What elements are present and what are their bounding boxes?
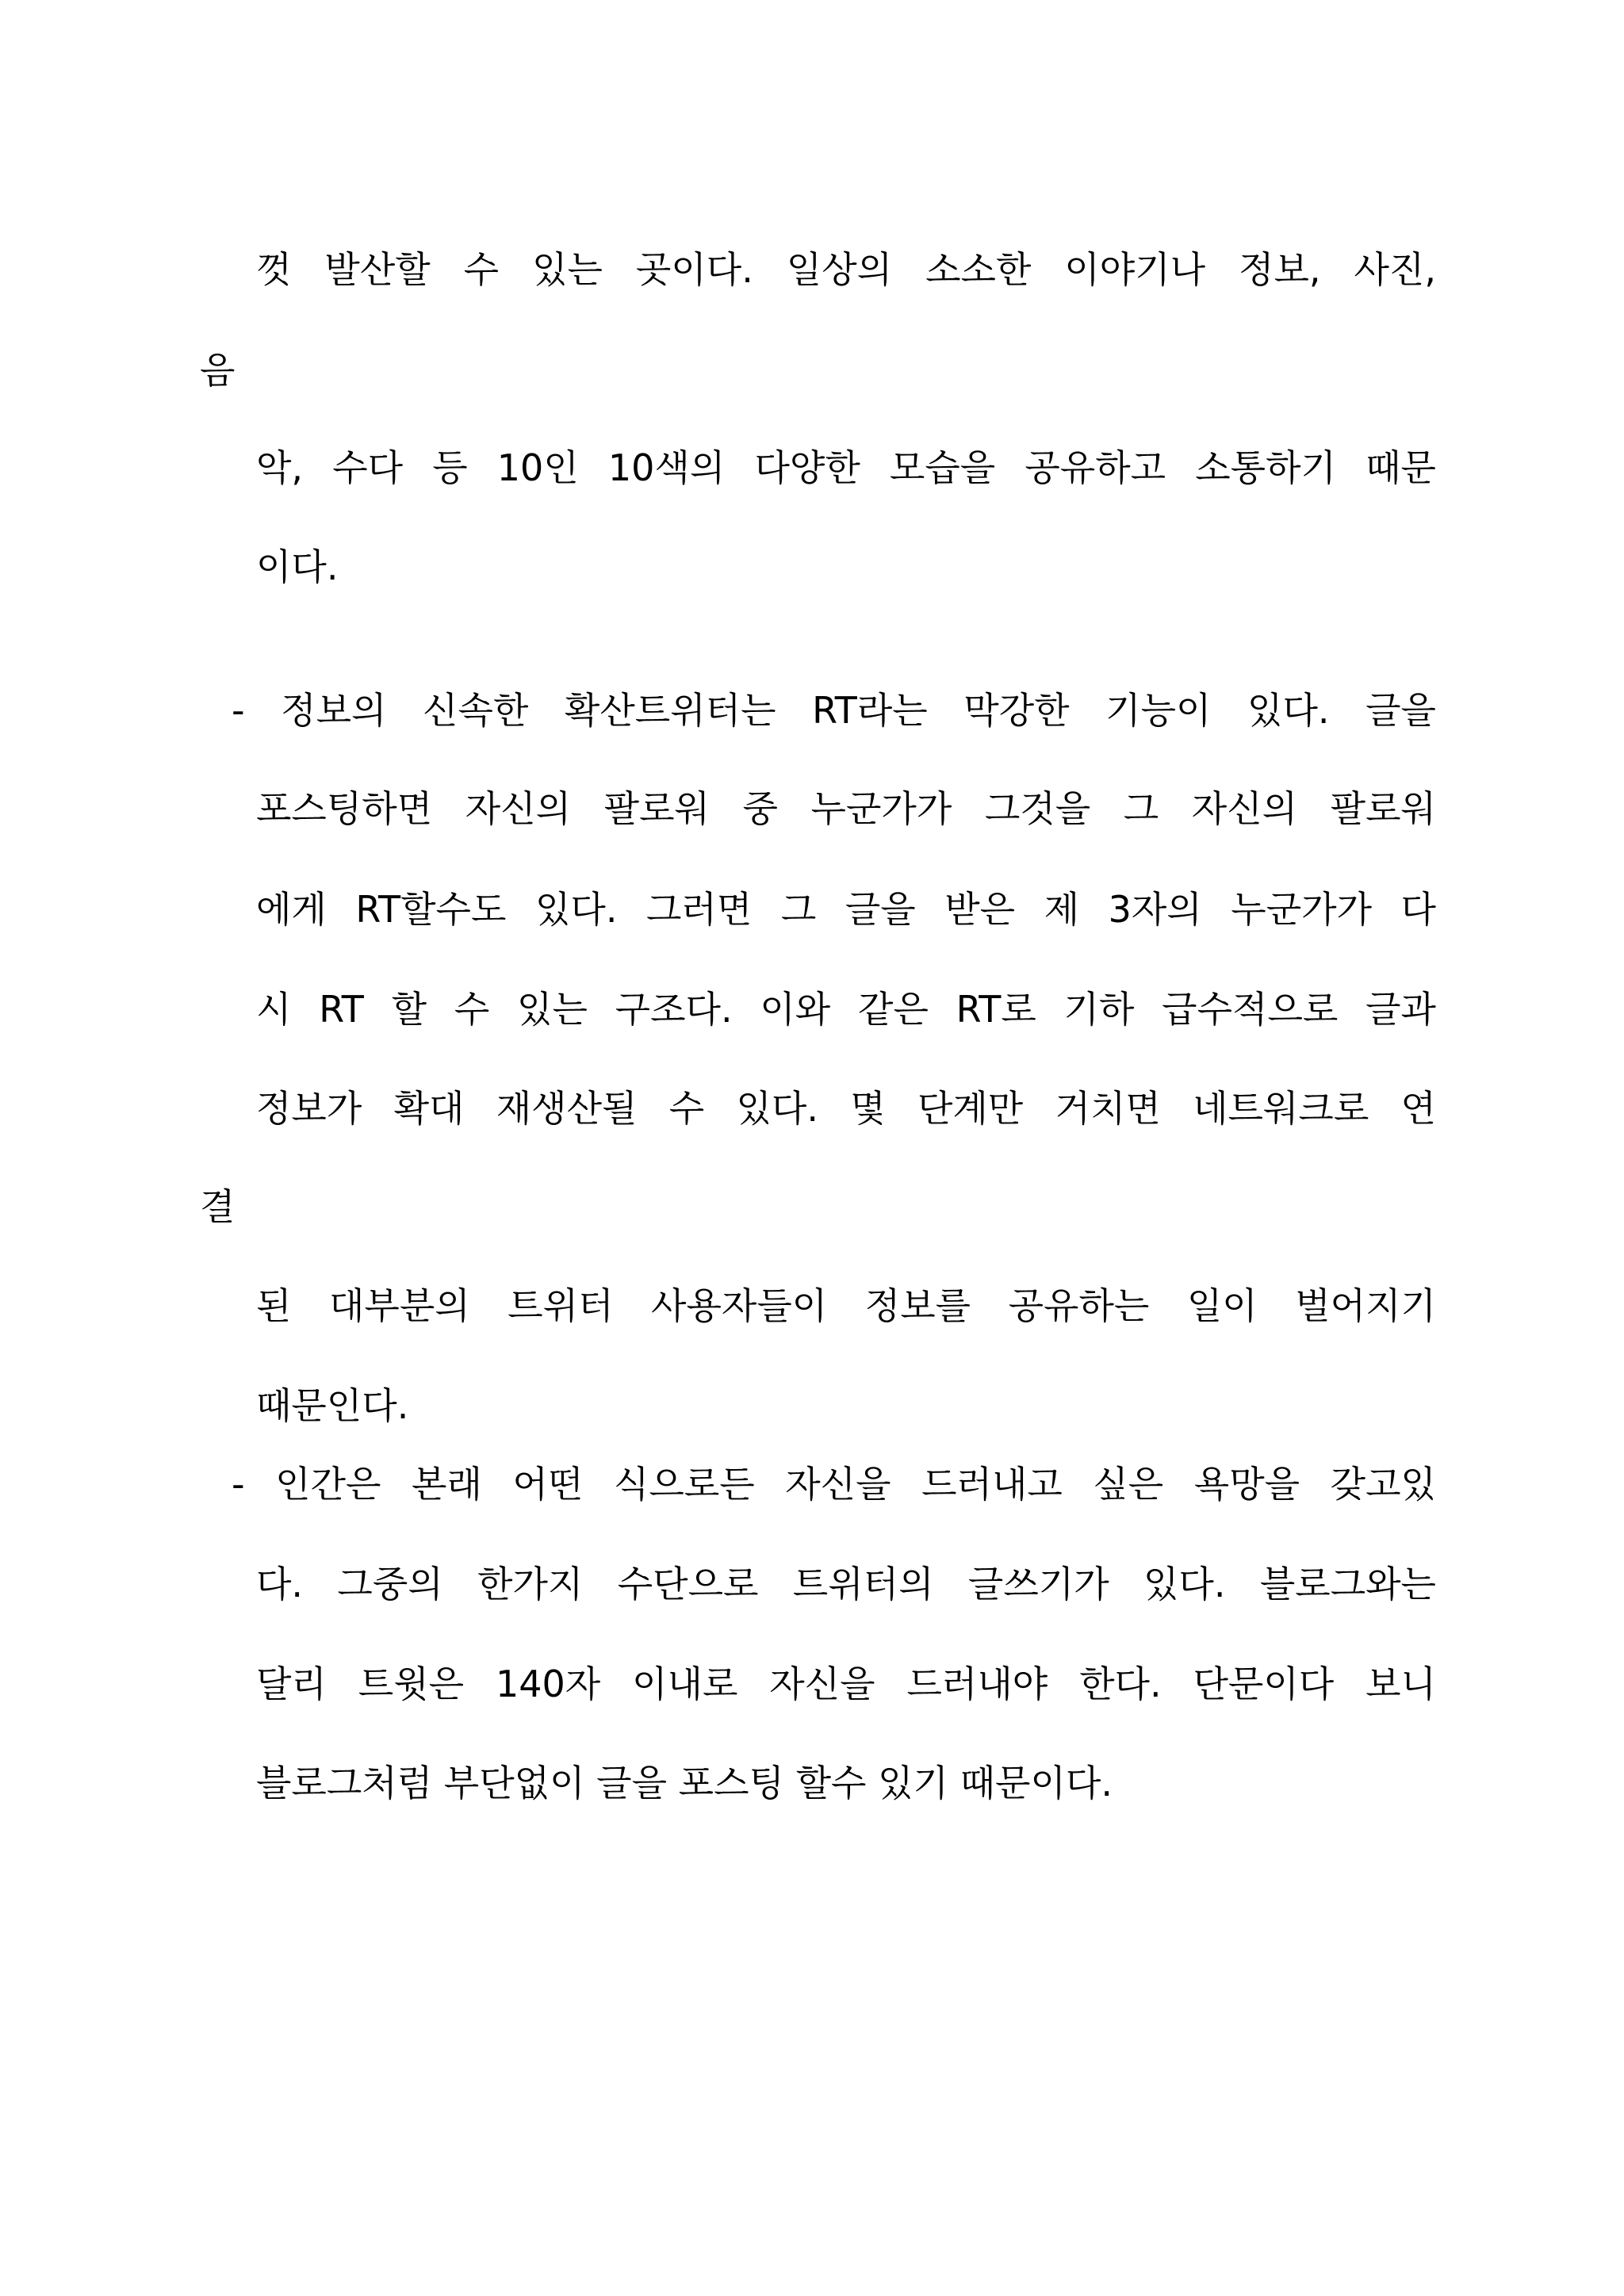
text-line: 정보가 확대 재생산될 수 있다. 몇 단계만 거치면 네트워크로 연 (256, 1087, 1436, 1130)
bullet-item: - 정보의 신속한 확산트위터는 RT라는 막강한 기능이 있다. 글을 (232, 689, 1436, 732)
text-line: 때문인다. (256, 1384, 409, 1427)
text-line: 음 (200, 349, 236, 392)
text-line: 이다. (256, 545, 339, 588)
text-line: 결 (200, 1185, 236, 1228)
text-line: 된 대부분의 트위터 사용자들이 정보를 공유하는 일이 벌어지기 (256, 1284, 1436, 1327)
bullet-item: - 인간은 본래 어떤 식으로든 자신을 드러내고 싶은 욕망을 갖고있 (232, 1463, 1436, 1506)
text-line: 악, 수다 등 10인 10색의 다양한 모습을 공유하고 소통하기 때문 (256, 446, 1436, 489)
text-line: 껏 발산할 수 있는 곳이다. 일상의 소소한 이야기나 정보, 사진, (256, 248, 1436, 291)
text-line: 포스팅하면 자신의 팔로워 중 누군가가 그것을 그 자신의 팔로워 (256, 787, 1436, 830)
text-line: 다. 그중의 한가지 수단으로 트위터의 글쓰기가 있다. 블로그와는 (256, 1563, 1436, 1605)
text-line: 달리 트윗은 140자 이내로 자신을 드러내야 한다. 단문이다 보니 (256, 1663, 1436, 1705)
text-line: 시 RT 할 수 있는 구조다. 이와 같은 RT로 기하 급수적으로 글과 (256, 988, 1436, 1031)
text-line: 블로그처럼 부단없이 글을 포스팅 할수 있기 때문이다. (256, 1762, 1113, 1804)
text-line: 에게 RT할수도 있다. 그러면 그 글을 받은 제 3자의 누군가가 다 (256, 888, 1436, 931)
